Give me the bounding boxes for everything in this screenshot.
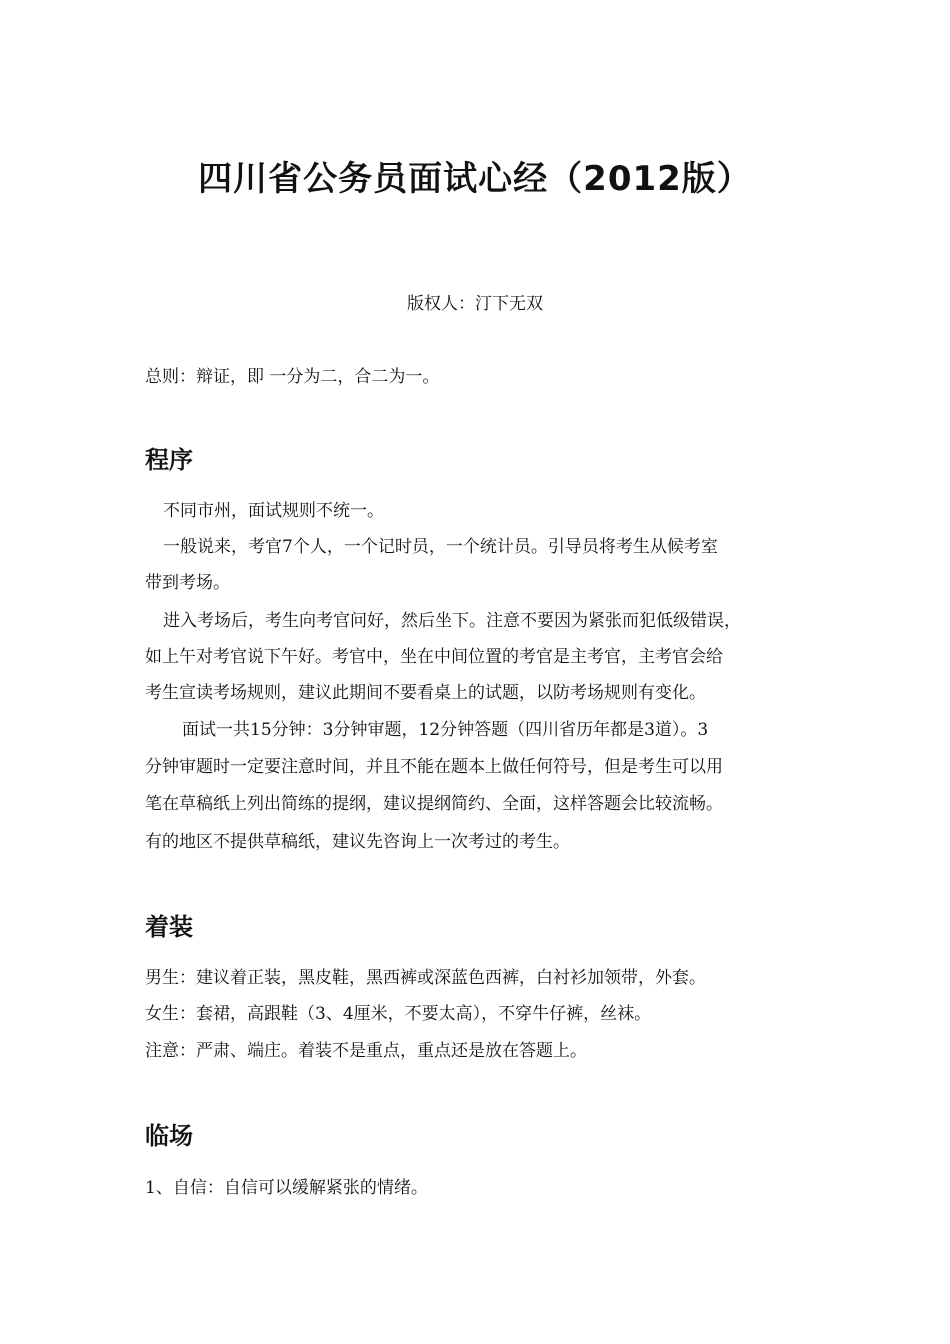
- section-heading-onsite: 临场: [145, 1122, 193, 1150]
- paragraph-line: 考生宣读考场规则，建议此期间不要看桌上的试题，以防考场规则有变化。: [145, 683, 706, 703]
- paragraph-line: 男生：建议着正装，黑皮鞋，黑西裤或深蓝色西裤，白衬衫加领带，外套。: [145, 968, 706, 988]
- general-principle: 总则：辩证，即 一分为二，合二为一。: [145, 367, 440, 387]
- paragraph-line: 分钟审题时一定要注意时间，并且不能在题本上做任何符号，但是考生可以用: [145, 757, 723, 777]
- paragraph-line: 1、自信：自信可以缓解紧张的情绪。: [145, 1178, 428, 1198]
- paragraph-line: 面试一共15分钟：3分钟审题，12分钟答题（四川省历年都是3道）。3: [182, 720, 709, 740]
- paragraph-line: 如上午对考官说下午好。考官中，坐在中间位置的考官是主考官，主考官会给: [145, 647, 723, 667]
- section-heading-procedure: 程序: [145, 446, 193, 474]
- paragraph-line: 注意：严肃、端庄。着装不是重点，重点还是放在答题上。: [145, 1041, 587, 1061]
- paragraph-line: 笔在草稿纸上列出简练的提纲，建议提纲简约、全面，这样答题会比较流畅。: [145, 794, 723, 814]
- paragraph-line: 进入考场后，考生向考官问好，然后坐下。注意不要因为紧张而犯低级错误，: [163, 611, 741, 631]
- paragraph-line: 不同市州，面试规则不统一。: [163, 501, 384, 521]
- copyright-holder: 版权人：汀下无双: [407, 294, 543, 314]
- paragraph-line: 女生：套裙，高跟鞋（3、4厘米，不要太高），不穿牛仔裤，丝袜。: [145, 1004, 652, 1024]
- paragraph-line: 一般说来，考官7个人，一个记时员，一个统计员。引导员将考生从候考室: [163, 537, 718, 557]
- paragraph-line: 有的地区不提供草稿纸，建议先咨询上一次考过的考生。: [145, 832, 570, 852]
- document-title: 四川省公务员面试心经（2012版）: [198, 159, 752, 199]
- paragraph-line: 带到考场。: [145, 573, 230, 593]
- section-heading-attire: 着装: [145, 913, 193, 941]
